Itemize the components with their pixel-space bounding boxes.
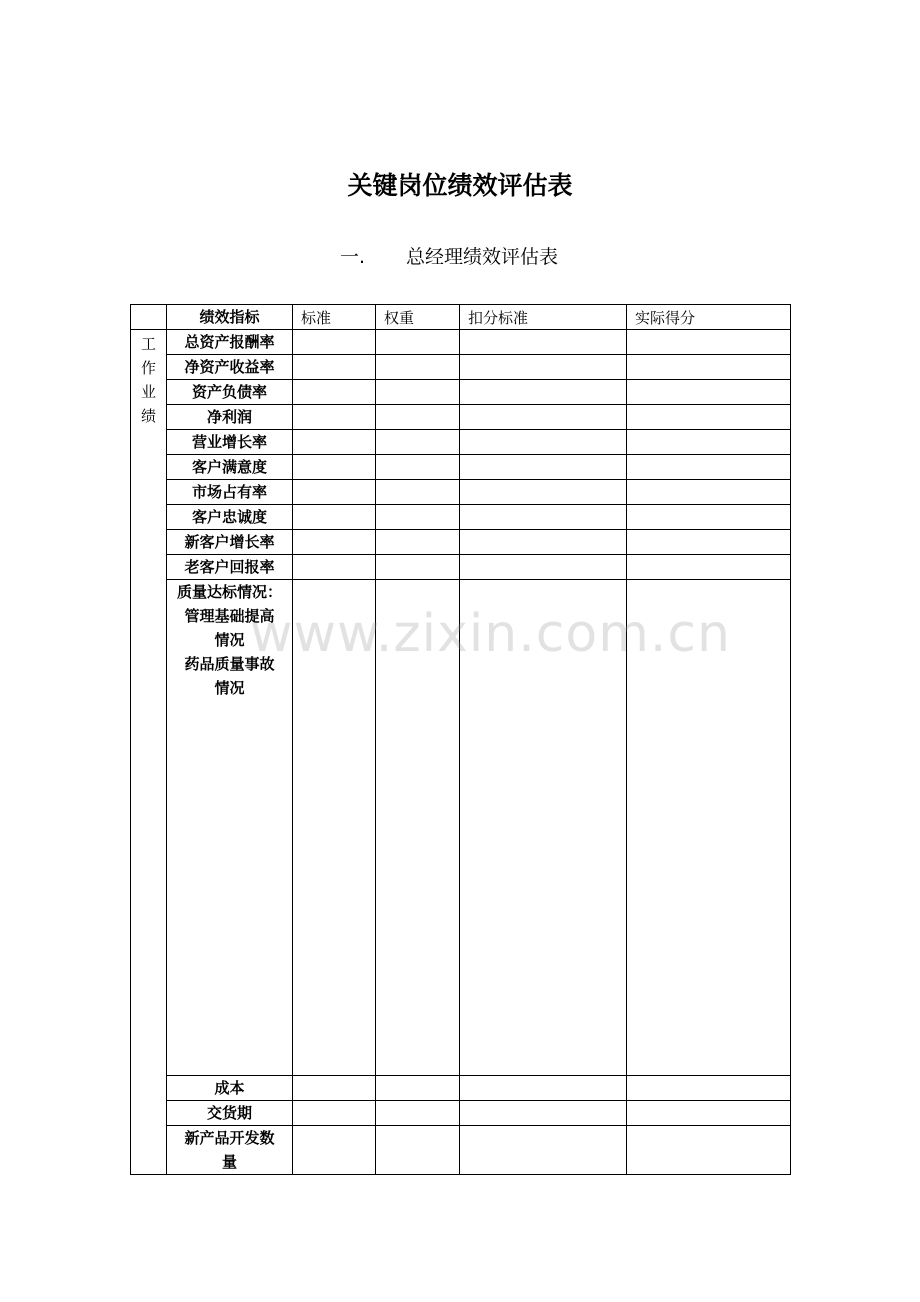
table-row [131, 330, 791, 355]
deduction-cell[interactable] [460, 380, 627, 405]
header-actual-score: 实际得分 [627, 305, 791, 330]
header-standard: 标准 [293, 305, 376, 330]
metric-cell: 老客户回报率 [167, 555, 293, 580]
section-title: 总经理绩效评估表 [406, 246, 559, 268]
weight-cell[interactable] [376, 480, 460, 505]
weight-cell[interactable] [376, 580, 460, 1076]
standard-cell[interactable] [293, 1076, 376, 1101]
category-char: 工 [140, 335, 156, 353]
header-deduction: 扣分标准 [460, 305, 627, 330]
metric-line: 新产品开发数 [184, 1129, 275, 1147]
metric-cell: 交货期 [167, 1101, 293, 1126]
metric-cell: 客户忠诚度 [167, 505, 293, 530]
table-row [131, 1101, 791, 1126]
standard-cell[interactable] [293, 1101, 376, 1126]
evaluation-table [130, 304, 791, 1175]
weight-cell[interactable] [376, 330, 460, 355]
deduction-cell[interactable] [460, 405, 627, 430]
score-cell[interactable] [627, 355, 791, 380]
weight-cell[interactable] [376, 1101, 460, 1126]
header-weight: 权重 [376, 305, 460, 330]
weight-cell[interactable] [376, 380, 460, 405]
table-row [131, 430, 791, 455]
document-title: 关键岗位绩效评估表 [347, 171, 573, 200]
metric-cell: 资产负债率 [167, 380, 293, 405]
quality-line: 质量达标情况： [176, 583, 282, 601]
quality-line: 管理基础提高 [184, 607, 275, 625]
header-metric: 绩效指标 [167, 305, 293, 330]
table-row [131, 355, 791, 380]
deduction-cell[interactable] [460, 1101, 627, 1126]
score-cell[interactable] [627, 405, 791, 430]
deduction-cell[interactable] [460, 355, 627, 380]
score-cell[interactable] [627, 505, 791, 530]
table-row [131, 505, 791, 530]
quality-line: 情况 [214, 679, 245, 697]
metric-cell: 市场占有率 [167, 480, 293, 505]
score-cell[interactable] [627, 380, 791, 405]
category-char: 绩 [140, 407, 156, 425]
table-row [131, 455, 791, 480]
category-cell [131, 330, 167, 1175]
deduction-cell[interactable] [460, 455, 627, 480]
score-cell[interactable] [627, 1076, 791, 1101]
standard-cell[interactable] [293, 355, 376, 380]
table-row [131, 1126, 791, 1175]
deduction-cell[interactable] [460, 1076, 627, 1101]
standard-cell[interactable] [293, 530, 376, 555]
deduction-cell[interactable] [460, 530, 627, 555]
standard-cell[interactable] [293, 330, 376, 355]
score-cell[interactable] [627, 430, 791, 455]
metric-cell: 成本 [167, 1076, 293, 1101]
standard-cell[interactable] [293, 380, 376, 405]
deduction-cell[interactable] [460, 1126, 627, 1175]
table-row [131, 530, 791, 555]
category-char: 作 [140, 359, 156, 377]
deduction-cell[interactable] [460, 330, 627, 355]
quality-line: 药品质量事故 [184, 655, 275, 673]
score-cell[interactable] [627, 530, 791, 555]
category-char: 业 [140, 383, 156, 401]
quality-metric-cell [167, 580, 293, 1076]
table-row [131, 380, 791, 405]
standard-cell[interactable] [293, 580, 376, 1076]
metric-cell: 净资产收益率 [167, 355, 293, 380]
deduction-cell[interactable] [460, 480, 627, 505]
header-row [131, 305, 791, 330]
standard-cell[interactable] [293, 430, 376, 455]
score-cell[interactable] [627, 1101, 791, 1126]
deduction-cell[interactable] [460, 430, 627, 455]
table-row [131, 405, 791, 430]
table-row-quality [131, 580, 791, 1076]
standard-cell[interactable] [293, 405, 376, 430]
header-blank-cell [131, 305, 167, 330]
table-row [131, 1076, 791, 1101]
weight-cell[interactable] [376, 455, 460, 480]
deduction-cell[interactable] [460, 555, 627, 580]
metric-cell: 客户满意度 [167, 455, 293, 480]
score-cell[interactable] [627, 1126, 791, 1175]
score-cell[interactable] [627, 555, 791, 580]
table-row [131, 480, 791, 505]
weight-cell[interactable] [376, 405, 460, 430]
metric-line: 量 [221, 1153, 237, 1171]
metric-cell: 净利润 [167, 405, 293, 430]
standard-cell[interactable] [293, 555, 376, 580]
metric-cell: 营业增长率 [167, 430, 293, 455]
deduction-cell[interactable] [460, 580, 627, 1076]
score-cell[interactable] [627, 330, 791, 355]
weight-cell[interactable] [376, 355, 460, 380]
quality-line: 情况 [214, 631, 245, 649]
standard-cell[interactable] [293, 480, 376, 505]
metric-cell: 总资产报酬率 [167, 330, 293, 355]
section-number: 一. [340, 246, 366, 268]
metric-cell: 新客户增长率 [167, 530, 293, 555]
weight-cell[interactable] [376, 530, 460, 555]
weight-cell[interactable] [376, 430, 460, 455]
deduction-cell[interactable] [460, 505, 627, 530]
standard-cell[interactable] [293, 455, 376, 480]
standard-cell[interactable] [293, 505, 376, 530]
score-cell[interactable] [627, 455, 791, 480]
weight-cell[interactable] [376, 555, 460, 580]
score-cell[interactable] [627, 480, 791, 505]
weight-cell[interactable] [376, 1126, 460, 1175]
weight-cell[interactable] [376, 1076, 460, 1101]
watermark-text: www.zixin.com.cn [250, 604, 731, 664]
section-heading [340, 242, 558, 269]
score-cell[interactable] [627, 580, 791, 1076]
metric-cell [167, 1126, 293, 1175]
weight-cell[interactable] [376, 505, 460, 530]
standard-cell[interactable] [293, 1126, 376, 1175]
table-row [131, 555, 791, 580]
